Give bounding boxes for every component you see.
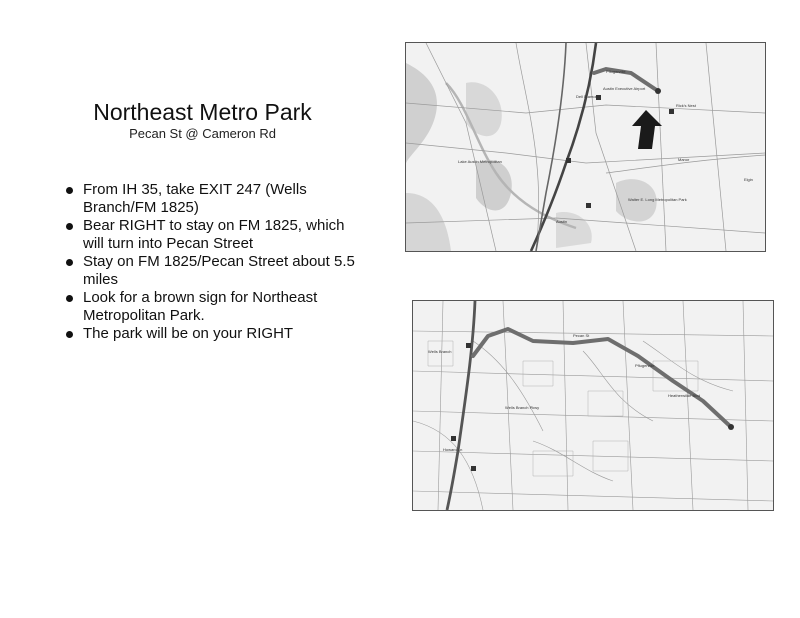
direction-item — [62, 253, 362, 289]
map-label: Manor — [678, 157, 690, 162]
detail-map-drawing — [413, 301, 773, 510]
direction-text: Bear RIGHT to stay on FM 1825, which will turn into Pecan Street — [83, 217, 345, 252]
page-title: Northeast Metro Park — [93, 99, 312, 125]
bullet-icon — [66, 223, 73, 230]
map-label: Lake Austin Metropolitan — [458, 159, 502, 164]
detail-map — [412, 300, 774, 511]
map-label: Dell Diamond — [576, 94, 601, 99]
map-label: Wells Branch — [428, 349, 452, 354]
bullet-icon — [66, 259, 73, 266]
map-label: Rick's Nest — [676, 103, 696, 108]
page-subtitle: Pecan St @ Cameron Rd — [129, 126, 276, 141]
bullet-icon — [66, 187, 73, 194]
overview-map — [405, 42, 766, 252]
direction-item — [62, 325, 362, 343]
direction-item — [62, 289, 362, 325]
overview-map-drawing — [406, 43, 765, 251]
directions-list — [62, 181, 362, 343]
map-label: Howard Ln — [443, 447, 463, 452]
map-label: Pecan St — [573, 333, 590, 338]
direction-text: From IH 35, take EXIT 247 (Wells Branch/FM 1825) — [83, 181, 307, 216]
map-label: Elgin — [744, 177, 753, 182]
map-label: Austin Executive Airport — [603, 86, 646, 91]
map-label: Austin — [556, 219, 568, 224]
bullet-icon — [66, 331, 73, 338]
bullet-icon — [66, 295, 73, 302]
map-label: Pflugerville — [606, 69, 626, 74]
map-label: Pflugerville — [635, 363, 655, 368]
direction-text: Look for a brown sign for Northeast Metropolitan Park. — [83, 289, 318, 324]
direction-item — [62, 181, 362, 217]
direction-text: Stay on FM 1825/Pecan Street about 5.5 miles — [83, 253, 355, 288]
map-label: Wells Branch Pkwy — [505, 405, 540, 410]
map-label: Heatherwilde Blvd — [668, 393, 701, 398]
map-label: Walter E. Long Metropolitan Park — [628, 197, 687, 202]
direction-item — [62, 217, 362, 253]
direction-text: The park will be on your RIGHT — [83, 325, 294, 342]
